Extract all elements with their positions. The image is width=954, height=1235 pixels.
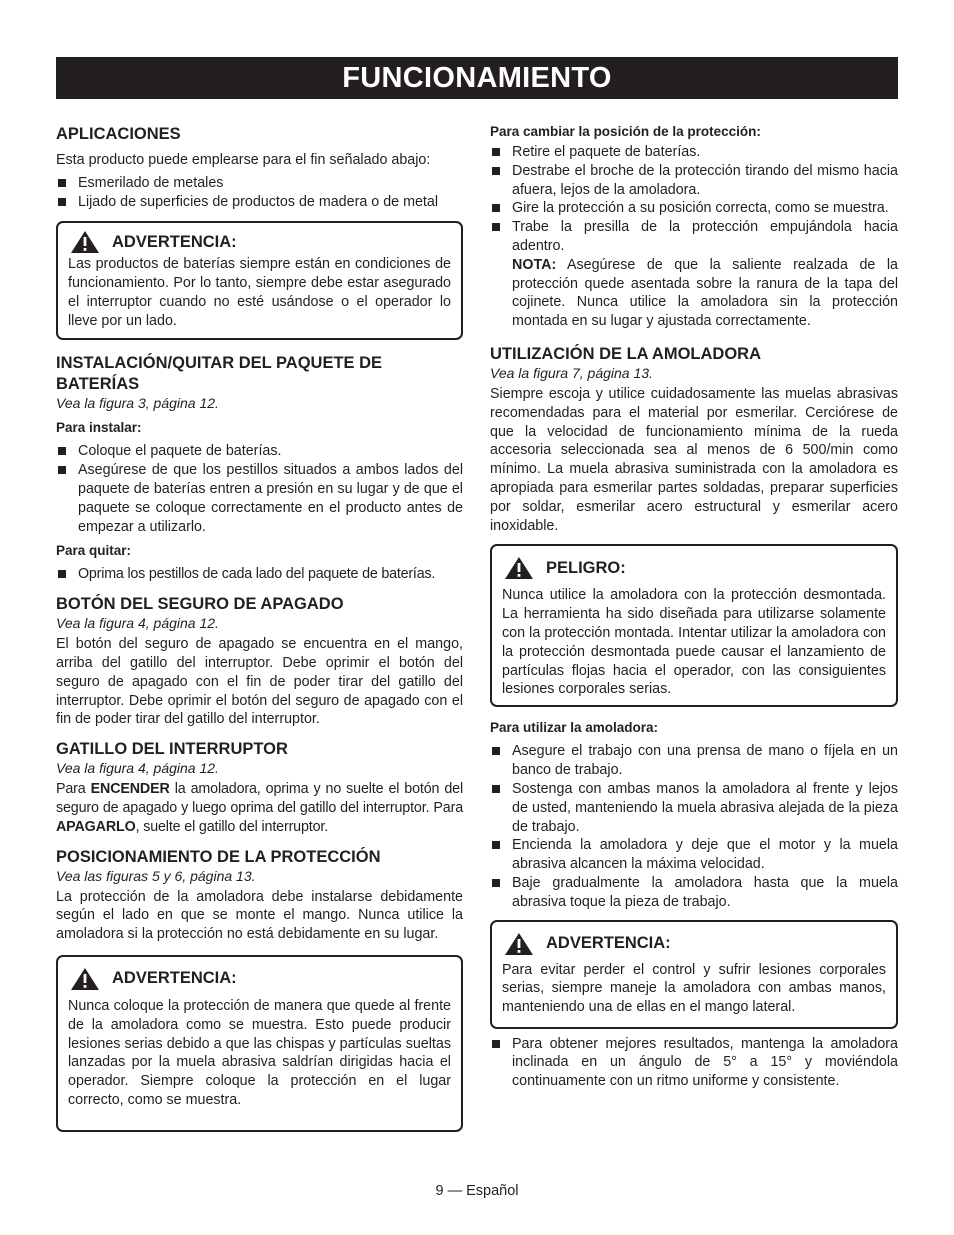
list-item bbox=[490, 199, 898, 218]
danger-heading: PELIGRO: bbox=[546, 558, 626, 577]
right-column bbox=[490, 123, 898, 1091]
warning-box bbox=[56, 955, 463, 1132]
instalacion-ref: Vea la figura 3, página 12. bbox=[56, 395, 219, 412]
warning-triangle-icon bbox=[504, 932, 534, 956]
list-item-text: Esmerilado de metales bbox=[78, 174, 224, 191]
usar-list bbox=[490, 742, 898, 911]
warning-text: Nunca coloque la protección de manera que quede al frente de la amoladora como se muestra. Esto puede producir lesiones serias debido a que las chispas y partículas sueltas lanzadas por la muela abrasiva saldrían dirigidas hacia el operador. Siempre coloque la protección en el lugar correcto, como se muestra. bbox=[68, 997, 451, 1108]
warning-triangle-icon bbox=[504, 556, 534, 580]
list-item-text: Retire el paquete de baterías. bbox=[512, 144, 701, 160]
bullet-icon bbox=[492, 879, 500, 887]
bullet-icon bbox=[492, 148, 500, 156]
list-item bbox=[490, 742, 898, 780]
bullet-icon bbox=[492, 204, 500, 212]
posicionamiento-ref: Vea las figuras 5 y 6, página 13. bbox=[56, 867, 256, 884]
page-title: FUNCIONAMIENTO bbox=[56, 57, 898, 99]
aplicaciones-heading: APLICACIONES bbox=[56, 125, 181, 143]
cambiar-list bbox=[490, 143, 898, 331]
list-item bbox=[490, 143, 898, 162]
nota-text: Asegúrese de que la saliente realzada de la protección quede asentada sobre la ranura de la tapa del cojinete. Nunca utilice la amoladora sin la protección montada en su lugar y ajustada correctamente. bbox=[512, 256, 898, 330]
aplicaciones-list bbox=[56, 174, 463, 212]
boton-text: El botón del seguro de apagado se encuentra en el mango, arriba del gatillo del interruptor. Debe oprimir el botón del seguro de apagado con el fin de poder tirar del gatillo del interruptor. Debe oprimir el botón del seguro de apagado con el fin de poder tirar del gatillo del interruptor. bbox=[56, 636, 463, 728]
list-item-text: Oprima los pestillos de cada lado del paquete de baterías. bbox=[78, 566, 436, 583]
utilizacion-ref: Vea la figura 7, página 13. bbox=[490, 364, 653, 381]
posicionamiento-text: La protección de la amoladora debe instalarse debidamente según el lado en que se monte el mango. Nunca utilice la amoladora si la protección no está debidamente en su lugar. bbox=[56, 888, 463, 943]
utilizacion-heading: UTILIZACIÓN DE LA AMOLADORA bbox=[490, 344, 762, 363]
page-footer: 9 — Español bbox=[435, 1183, 519, 1199]
list-item bbox=[490, 218, 898, 256]
quitar-label: Para quitar: bbox=[56, 543, 132, 559]
list-item bbox=[56, 174, 463, 193]
list-item bbox=[490, 874, 898, 912]
warning-header bbox=[502, 931, 886, 957]
instalar-label: Para instalar: bbox=[56, 420, 142, 436]
list-item-text: Gire la protección a su posición correcta, como se muestra. bbox=[512, 200, 889, 217]
instalar-list bbox=[56, 442, 463, 536]
bullet-icon bbox=[492, 223, 500, 231]
list-item-text: Destrabe el broche de la protección tirando del mismo hacia afuera, lejos de la amoladora. bbox=[512, 162, 898, 198]
warning-triangle-icon bbox=[70, 967, 100, 991]
warning-text: Las productos de baterías siempre están en condiciones de funcionamiento. Por lo tanto, siempre debe estar asegurado el interruptor cuando no esté usándose o el operador lo lleve por un lado. bbox=[68, 256, 451, 329]
list-item-text: Asegure el trabajo con una prensa de mano o fíjela en un banco de trabajo. bbox=[512, 743, 898, 779]
bullet-icon bbox=[492, 1040, 500, 1048]
instalacion-heading: INSTALACIÓN/QUITAR DEL PAQUETE DE BATERÍAS bbox=[56, 354, 383, 394]
list-item bbox=[56, 193, 463, 212]
list-item-text: Trabe la presilla de la protección empujándola hacia adentro. bbox=[512, 219, 898, 254]
bullet-icon bbox=[492, 747, 500, 755]
bullet-icon bbox=[492, 167, 500, 175]
warning-box bbox=[56, 221, 463, 340]
bullet-icon bbox=[58, 447, 66, 455]
left-column bbox=[56, 124, 463, 1132]
list-item-text: Baje gradualmente la amoladora hasta que la muela abrasiva toque la pieza de trabajo. bbox=[512, 874, 898, 910]
list-item-text: Sostenga con ambas manos la amoladora al frente y lejos de usted, manteniendo la muela abrasiva alejada de la pieza de trabajo. bbox=[512, 780, 898, 835]
gatillo-heading: GATILLO DEL INTERRUPTOR bbox=[56, 740, 288, 759]
danger-text: Nunca utilice la amoladora con la protección desmontada. La herramienta ha sido diseñada para utilizarse solamente con la protección montada. Intentar utilizar la amoladora con la protección desmontada puede causar el lanzamiento de partículas flojas hacia el operador, con las consiguientes lesiones corporales serias. bbox=[502, 587, 886, 698]
list-item bbox=[490, 162, 898, 200]
boton-heading: BOTÓN DEL SEGURO DE APAGADO bbox=[56, 595, 344, 614]
bullet-icon bbox=[492, 785, 500, 793]
posicionamiento-heading: POSICIONAMIENTO DE LA PROTECCIÓN bbox=[56, 847, 381, 866]
list-item-text: Asegúrese de que los pestillos situados a ambos lados del paquete de baterías entren a presión en su lugar y de que el paquete se coloque correctamente en el producto antes de empezar a utilizarlo. bbox=[78, 462, 463, 535]
bullet-icon bbox=[58, 570, 66, 578]
cambiar-label: Para cambiar la posición de la protección: bbox=[490, 124, 761, 139]
list-item-text: Coloque el paquete de baterías. bbox=[78, 443, 282, 460]
warning-box bbox=[490, 920, 898, 1029]
list-item-text: Encienda la amoladora y deje que el motor y la muela abrasiva alcancen la máxima velocidad. bbox=[512, 837, 898, 873]
list-item bbox=[490, 836, 898, 874]
final-list bbox=[490, 1035, 898, 1091]
danger-header bbox=[502, 555, 886, 581]
list-item bbox=[490, 780, 898, 836]
bullet-icon bbox=[58, 466, 66, 474]
warning-text: Para evitar perder el control y sufrir lesiones corporales serias, siempre maneje la amoladora con ambas manos, manteniendo una de ellas en el mango lateral. bbox=[502, 961, 886, 1016]
list-item bbox=[56, 565, 463, 584]
list-item-text: Lijado de superficies de productos de madera o de metal bbox=[78, 193, 439, 210]
usar-label: Para utilizar la amoladora: bbox=[490, 720, 659, 736]
boton-ref: Vea la figura 4, página 12. bbox=[56, 615, 219, 632]
danger-box bbox=[490, 544, 898, 707]
nota-item bbox=[490, 256, 898, 331]
warning-header bbox=[68, 229, 451, 255]
bullet-icon bbox=[58, 198, 66, 206]
list-item-text: Para obtener mejores resultados, mantenga la amoladora inclinada en un ángulo de 5° a 15° y moviéndola continuamente con un ritmo uniforme y consistente. bbox=[512, 1035, 898, 1090]
utilizacion-text: Siempre escoja y utilice cuidadosamente las muelas abrasivas recomendadas para el material por esmerilar. Cerciórese de que la velocidad de funcionamiento mínima de la rueda accesoria seleccionada sea al menos de 6 500/min como mínimo. La muela abrasiva suministrada con la amoladora es apropiada para esmerilar partes soldadas, preparar superficies por soldar, esmerilar acero estructural y esmerilar acero inoxidable. bbox=[490, 385, 898, 534]
quitar-list bbox=[56, 565, 463, 584]
warning-heading: ADVERTENCIA: bbox=[546, 934, 671, 953]
list-item bbox=[490, 1035, 898, 1091]
warning-triangle-icon bbox=[70, 230, 100, 254]
warning-heading: ADVERTENCIA: bbox=[112, 232, 237, 251]
warning-header bbox=[68, 966, 451, 992]
list-item bbox=[56, 461, 463, 536]
gatillo-text: Para ENCENDER la amoladora, oprima y no suelte el botón del seguro de apagado y luego oprima del gatillo del interruptor. Para APAGARLO, suelte el gatillo del interruptor. bbox=[56, 781, 464, 835]
aplicaciones-intro: Esta producto puede emplearse para el fin señalado abajo: bbox=[56, 152, 431, 168]
bullet-icon bbox=[58, 179, 66, 187]
warning-heading: ADVERTENCIA: bbox=[112, 969, 237, 988]
list-item bbox=[56, 442, 463, 461]
bullet-icon bbox=[492, 841, 500, 849]
gatillo-ref: Vea la figura 4, página 12. bbox=[56, 760, 219, 777]
nota-label: NOTA: bbox=[512, 256, 557, 273]
